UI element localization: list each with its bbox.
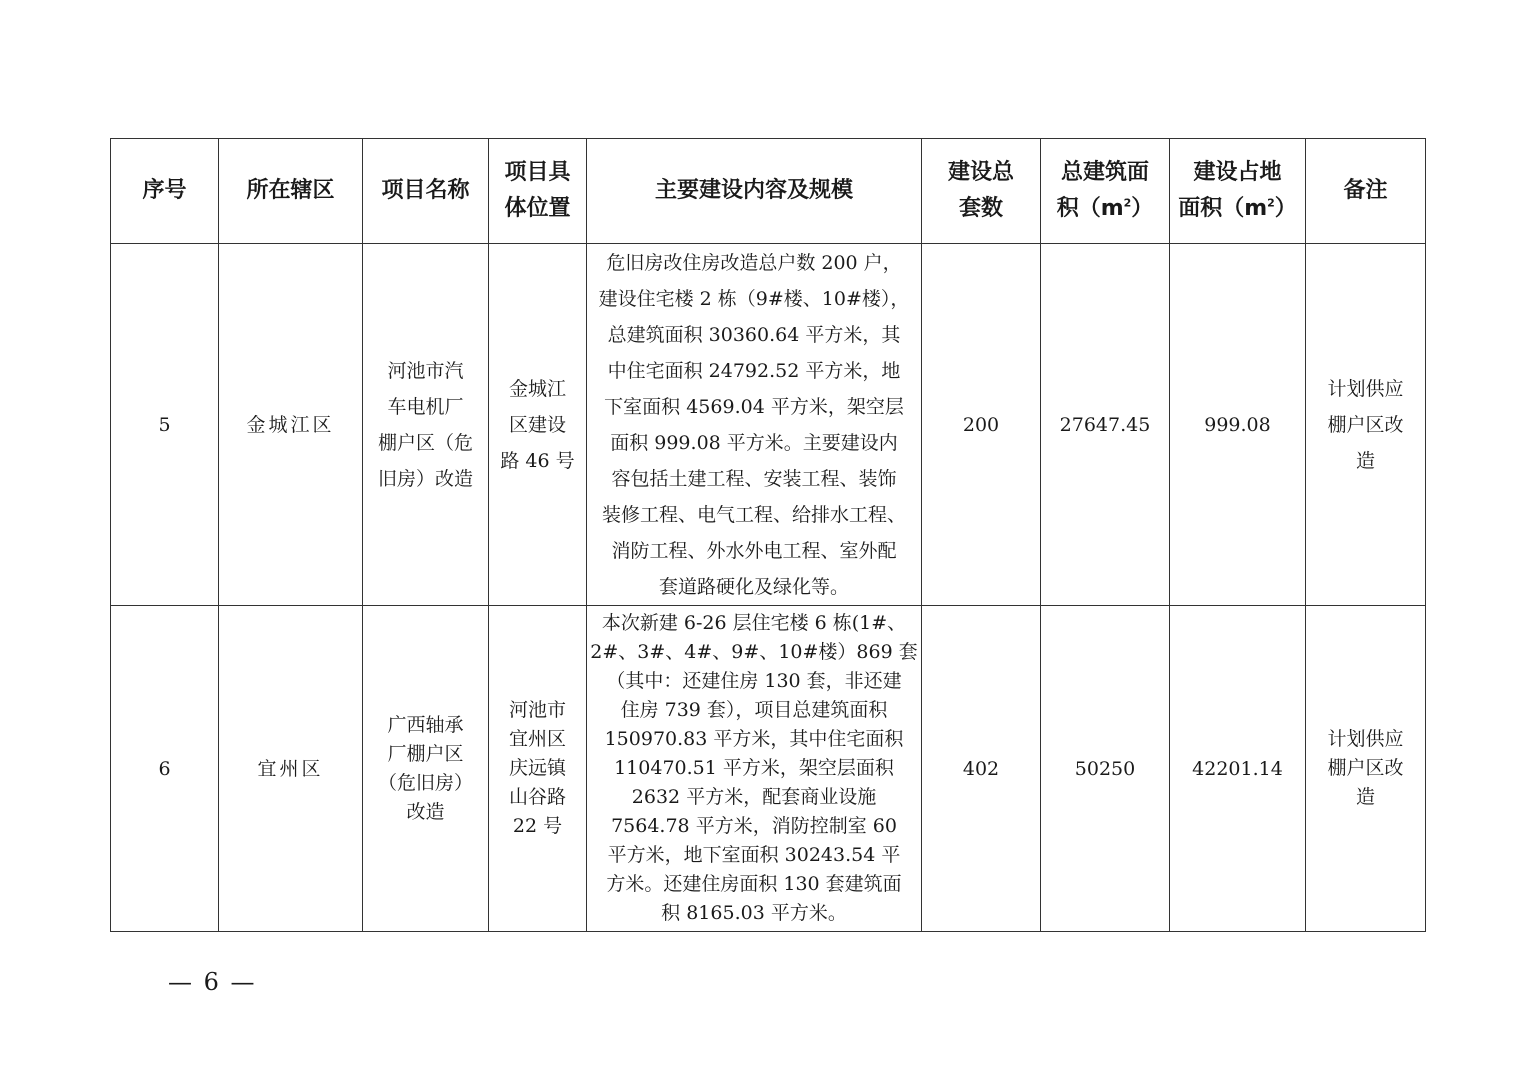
table-header-row	[111, 139, 1426, 244]
cell-location-line: 宜州区	[508, 728, 566, 750]
cell-content	[587, 606, 922, 932]
cell-floor-area: 27647.45	[1041, 244, 1170, 606]
header-floor-area-line2	[1041, 191, 1169, 227]
cell-location	[489, 606, 587, 932]
header-remarks: 备注	[1306, 139, 1426, 244]
header-location-line2: 体位置	[504, 196, 571, 221]
cell-location-line: 河池市	[508, 699, 566, 721]
cell-name-line: 棚户区（危	[377, 431, 473, 454]
cell-remarks-line: 造	[1355, 786, 1375, 808]
header-units-line2: 套数	[958, 196, 1003, 221]
header-floor-area-sup: 2	[1123, 196, 1132, 210]
cell-content-line: 消防工程、外水外电工程、室外配	[611, 539, 897, 562]
cell-content-line: 150970.83 平方米，其中住宅面积	[604, 728, 904, 750]
cell-content-line: 容包括土建工程、安装工程、装饰	[611, 467, 897, 490]
cell-floor-area: 50250	[1041, 606, 1170, 932]
header-land-area-line2	[1170, 191, 1305, 227]
page-number: — 6 —	[168, 968, 257, 996]
cell-remarks-line: 造	[1355, 449, 1375, 472]
cell-land-area: 42201.14	[1170, 606, 1306, 932]
cell-location-line: 金城江	[508, 377, 566, 400]
cell-remarks-line: 计划供应	[1327, 377, 1404, 400]
header-location	[489, 139, 587, 244]
cell-seq: 6	[111, 606, 219, 932]
cell-remarks-line: 计划供应	[1327, 728, 1404, 750]
cell-content-line: 下室面积 4569.04 平方米，架空层	[604, 395, 904, 418]
cell-content-line: 总建筑面积 30360.64 平方米，其	[607, 323, 901, 346]
cell-content-line: 套道路硬化及绿化等。	[658, 575, 849, 598]
cell-name-line: 旧房）改造	[377, 467, 473, 490]
cell-name-line: 车电机厂	[387, 395, 464, 418]
cell-remarks	[1306, 606, 1426, 932]
cell-content-line: 危旧房改住房改造总户数 200 户，	[606, 251, 902, 274]
cell-location-line: 区建设	[508, 413, 566, 436]
cell-district: 宜州区	[219, 606, 363, 932]
cell-name-line: 广西轴承	[387, 713, 464, 736]
header-name: 项目名称	[363, 139, 489, 244]
cell-remarks-line: 棚户区改	[1327, 757, 1404, 779]
cell-content-line: 7564.78 平方米，消防控制室 60	[611, 815, 897, 837]
project-table	[110, 138, 1426, 932]
table-row	[111, 606, 1426, 932]
table-row	[111, 244, 1426, 606]
header-content: 主要建设内容及规模	[587, 139, 922, 244]
cell-content-line: 方米。还建住房面积 130 套建筑面	[606, 873, 902, 895]
header-location-line1: 项目具	[504, 160, 571, 185]
cell-units: 402	[922, 606, 1041, 932]
header-floor-area-line1: 总建筑面	[1060, 160, 1149, 185]
cell-content-line: 装修工程、电气工程、给排水工程、	[601, 503, 906, 526]
cell-location-line: 22 号	[512, 815, 563, 837]
header-land-area-line1: 建设占地	[1193, 160, 1282, 185]
header-floor-area-end: ）	[1131, 196, 1154, 221]
cell-content	[587, 244, 922, 606]
cell-content-line: 积 8165.03 平方米。	[661, 902, 847, 924]
header-land-area	[1170, 139, 1306, 244]
cell-content-line: 2632 平方米，配套商业设施	[631, 786, 877, 808]
header-land-area-unit: 面积（m	[1178, 196, 1268, 221]
cell-content-line: （其中：还建住房 130 套，非还建	[606, 670, 902, 692]
cell-content-line: 面积 999.08 平方米。主要建设内	[610, 431, 898, 454]
cell-location-line: 山谷路	[508, 786, 566, 808]
cell-content-line: 本次新建 6-26 层住宅楼 6 栋(1#、	[601, 612, 907, 634]
header-land-area-sup: 2	[1267, 196, 1275, 210]
header-seq: 序号	[111, 139, 219, 244]
cell-content-line: 建设住宅楼 2 栋（9#楼、10#楼），	[598, 287, 910, 310]
cell-name	[363, 244, 489, 606]
cell-content-line: 平方米，地下室面积 30243.54 平	[607, 844, 901, 866]
cell-location-line: 路 46 号	[500, 449, 575, 472]
cell-content-line: 110470.51 平方米，架空层面积	[614, 757, 894, 779]
cell-content-line: 住房 739 套），项目总建筑面积	[620, 699, 888, 721]
cell-location-line: 庆远镇	[508, 757, 566, 779]
header-land-area-end: ）	[1274, 196, 1297, 221]
cell-remarks-line: 棚户区改	[1327, 413, 1404, 436]
cell-name-line: 厂棚户区	[387, 742, 464, 765]
cell-district: 金城江区	[219, 244, 363, 606]
header-floor-area-unit: 积（m	[1056, 196, 1124, 221]
header-units	[922, 139, 1041, 244]
header-district: 所在辖区	[219, 139, 363, 244]
cell-units: 200	[922, 244, 1041, 606]
header-units-line1: 建设总	[947, 160, 1014, 185]
cell-name-line: （危旧房）	[377, 771, 473, 794]
cell-name-line: 河池市汽	[387, 359, 464, 382]
cell-location	[489, 244, 587, 606]
cell-name-line: 改造	[406, 800, 445, 823]
cell-content-line: 中住宅面积 24792.52 平方米，地	[607, 359, 901, 382]
cell-name	[363, 606, 489, 932]
cell-land-area: 999.08	[1170, 244, 1306, 606]
cell-content-line: 2#、3#、4#、9#、10#楼）869 套	[590, 641, 918, 663]
cell-seq: 5	[111, 244, 219, 606]
cell-remarks	[1306, 244, 1426, 606]
header-floor-area	[1041, 139, 1170, 244]
